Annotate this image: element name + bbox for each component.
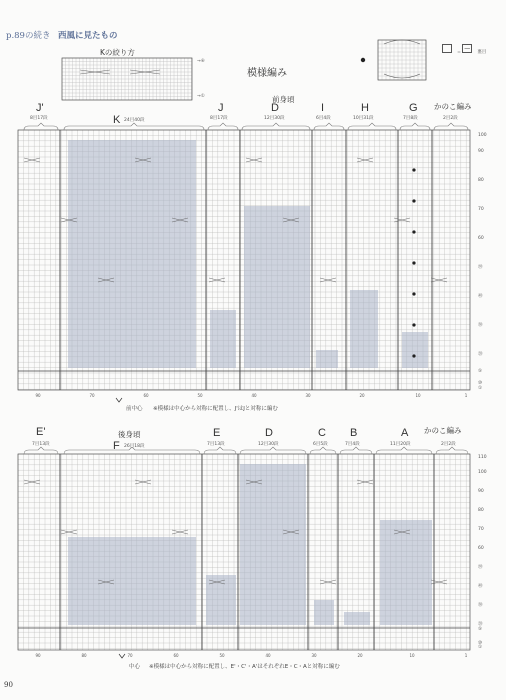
k-finish-title: Kの絞り方 (100, 48, 135, 57)
back-brace-c (310, 447, 336, 454)
back-count-ep: 7目13段 (32, 442, 50, 447)
back-letter-c: C (318, 427, 326, 439)
back-col-mark-1: 80 (81, 653, 87, 658)
front-center-arrow-icon (116, 398, 122, 402)
front-brace-i (314, 123, 344, 130)
back-shade-d (240, 464, 306, 625)
front-count-h: 10目31段 (353, 116, 374, 121)
back-letter-a: A (401, 427, 409, 439)
front-letter-g: G (409, 102, 418, 114)
back-row-mark-3: ㊵ (478, 584, 483, 589)
page-reference: p.89の続き (6, 31, 51, 41)
back-row-mark-2: ㉚ (478, 603, 483, 608)
front-brace-d (242, 123, 310, 130)
front-col-mark-4: 40 (251, 393, 257, 398)
back-row-mark-12: ① (478, 645, 483, 650)
back-kanoko-title: かのこ編み (424, 426, 462, 435)
back-brace-d (240, 447, 306, 454)
back-brace-kanoko (436, 447, 468, 454)
front-kanoko-title: かのこ編み (434, 102, 472, 111)
back-letter-ep: E' (36, 426, 46, 438)
legend-meaning: 裏目 (477, 50, 487, 55)
front-shade-i (316, 350, 338, 368)
front-note: ※模様は中心から対称に配置し、J'はJと対称に編む (153, 406, 278, 412)
back-row-mark-8: 90 (478, 489, 484, 494)
front-count-d: 12目30段 (264, 116, 285, 121)
legend-bullet-icon (361, 58, 365, 62)
front-bobble-icon-1 (412, 199, 415, 202)
front-center-label: 前中心 (126, 406, 143, 412)
front-row-mark-7: 80 (478, 178, 484, 183)
back-cable-0 (24, 480, 40, 484)
front-row-mark-6: 70 (478, 207, 484, 212)
back-row-mark-4: ㊿ (478, 565, 483, 570)
back-col-mark-4: 50 (219, 653, 225, 658)
front-bobble-icon-5 (412, 323, 415, 326)
back-brace-a (376, 447, 432, 454)
k-finish-mark-bottom: →① (197, 94, 205, 99)
front-row-mark-10: ⑤ (478, 369, 483, 374)
front-brace-kanoko (434, 123, 468, 130)
back-cable-8 (320, 580, 336, 584)
front-shade-j (210, 310, 236, 368)
back-center-arrow-icon (119, 654, 125, 658)
back-row-mark-11: ⑤ (478, 627, 483, 632)
front-col-mark-8: 1 (464, 393, 468, 398)
front-brace-g (400, 123, 430, 130)
back-brace-ep (24, 447, 58, 454)
front-cable-5 (209, 278, 225, 282)
back-title: 後身頃 (118, 430, 141, 439)
front-row-mark-5: 60 (478, 236, 484, 241)
front-bobble-icon-3 (412, 261, 415, 264)
front-brace-jp (24, 123, 58, 130)
back-shade-a (380, 520, 432, 625)
front-letter-i: I (321, 102, 325, 114)
front-bobble-icon-0 (412, 168, 415, 171)
front-shade-d (244, 206, 310, 368)
back-count-b: 7目4段 (345, 442, 360, 447)
back-row-mark-6: 70 (478, 527, 484, 532)
front-letter-d: D (271, 102, 279, 114)
front-row-mark-4: ㊿ (478, 265, 483, 270)
back-row-mark-5: 60 (478, 546, 484, 551)
back-row-mark-7: 80 (478, 508, 484, 513)
front-count-k: 24目40段 (124, 118, 145, 123)
front-letter-k: K (113, 114, 121, 126)
front-count-g: 7目8段 (403, 116, 418, 121)
back-col-mark-2: 70 (127, 653, 133, 658)
back-note: ※模様は中心から対称に配置し、E'・C'・A'はそれぞれE・C・Aと対称に編む (149, 664, 340, 670)
back-kanoko-count: 2目2段 (441, 442, 456, 447)
legend-grid-lines (378, 40, 426, 80)
back-shade-b (344, 612, 370, 625)
front-row-mark-0: ⑩ (478, 381, 483, 386)
front-letter-jp: J' (36, 102, 44, 114)
back-brace-f (64, 447, 200, 454)
pattern-title: 模様編み (247, 68, 287, 79)
section-title: 西風に見たもの (58, 31, 118, 41)
k-finish-grid (62, 58, 192, 100)
front-letter-h: H (361, 102, 369, 114)
front-brace-h (348, 123, 396, 130)
front-row-mark-8: 90 (478, 149, 484, 154)
front-col-mark-2: 60 (143, 393, 149, 398)
front-brace-k (64, 123, 204, 130)
front-shade-k (68, 140, 196, 368)
back-shade-e (206, 575, 236, 625)
back-col-mark-5: 40 (265, 653, 271, 658)
front-shade-h (350, 290, 378, 368)
back-count-f: 26目18段 (124, 444, 145, 449)
back-brace-e (204, 447, 236, 454)
front-cable-0 (24, 158, 40, 162)
back-shade-f (68, 537, 196, 625)
front-bobble-icon-4 (412, 292, 415, 295)
back-cable-9 (357, 480, 373, 484)
back-center-label: 中心 (129, 664, 141, 670)
back-col-mark-9: 1 (464, 653, 468, 658)
front-row-mark-2: ㉚ (478, 323, 483, 328)
front-col-mark-6: 20 (359, 393, 365, 398)
back-row-mark-1: ⑳ (478, 622, 483, 627)
front-cable-8 (320, 278, 336, 282)
back-brace-b (340, 447, 372, 454)
front-title: 前身頃 (272, 95, 295, 104)
front-count-jp: 8目17段 (30, 116, 48, 121)
back-row-mark-9: 100 (478, 470, 487, 475)
back-col-mark-3: 60 (173, 653, 179, 658)
front-row-mark-3: ㊵ (478, 294, 483, 299)
back-count-d: 12目30段 (258, 442, 279, 447)
front-col-mark-0: 90 (35, 393, 41, 398)
front-cable-10 (394, 218, 410, 222)
back-col-mark-8: 10 (409, 653, 415, 658)
front-shade-g (402, 332, 428, 368)
front-kanoko-count: 2目2段 (443, 116, 458, 121)
back-col-mark-0: 90 (35, 653, 41, 658)
back-letter-d: D (265, 427, 273, 439)
front-col-mark-3: 50 (197, 393, 203, 398)
legend-equals: = (457, 50, 463, 55)
back-letter-f: F (113, 440, 120, 452)
back-cable-3 (135, 480, 151, 484)
k-finish-mark-top: →⑥ (197, 59, 205, 64)
back-count-a: 11目20段 (390, 442, 411, 447)
back-letter-e: E (213, 427, 221, 439)
front-row-mark-1: ⑳ (478, 352, 483, 357)
front-count-j: 8目17段 (210, 116, 228, 121)
front-letter-j: J (218, 102, 224, 114)
front-bobble-icon-2 (412, 230, 415, 233)
front-cable-9 (357, 158, 373, 162)
page-number: 90 (4, 681, 13, 689)
back-shade-c (314, 600, 334, 625)
front-row-mark-11: ① (478, 386, 483, 391)
back-letter-b: B (350, 427, 358, 439)
k-finish-grid-lines (62, 58, 192, 100)
front-row-mark-9: 100 (478, 133, 487, 138)
legend-grid (378, 40, 426, 80)
legend-purl-box: — (464, 45, 471, 52)
front-col-mark-5: 30 (305, 393, 311, 398)
back-row-mark-0: ⑩ (478, 641, 483, 646)
front-count-i: 6目4段 (316, 116, 331, 121)
front-bobble-icon-6 (412, 354, 415, 357)
back-count-c: 6目5段 (313, 442, 328, 447)
back-row-mark-10: 110 (478, 455, 487, 460)
back-count-e: 7目13段 (207, 442, 225, 447)
front-cable-6 (246, 158, 262, 162)
front-brace-j (208, 123, 238, 130)
back-col-mark-6: 30 (311, 653, 317, 658)
front-col-mark-7: 10 (415, 393, 421, 398)
front-col-mark-1: 70 (89, 393, 95, 398)
back-col-mark-7: 20 (357, 653, 363, 658)
back-cable-1 (61, 530, 77, 534)
